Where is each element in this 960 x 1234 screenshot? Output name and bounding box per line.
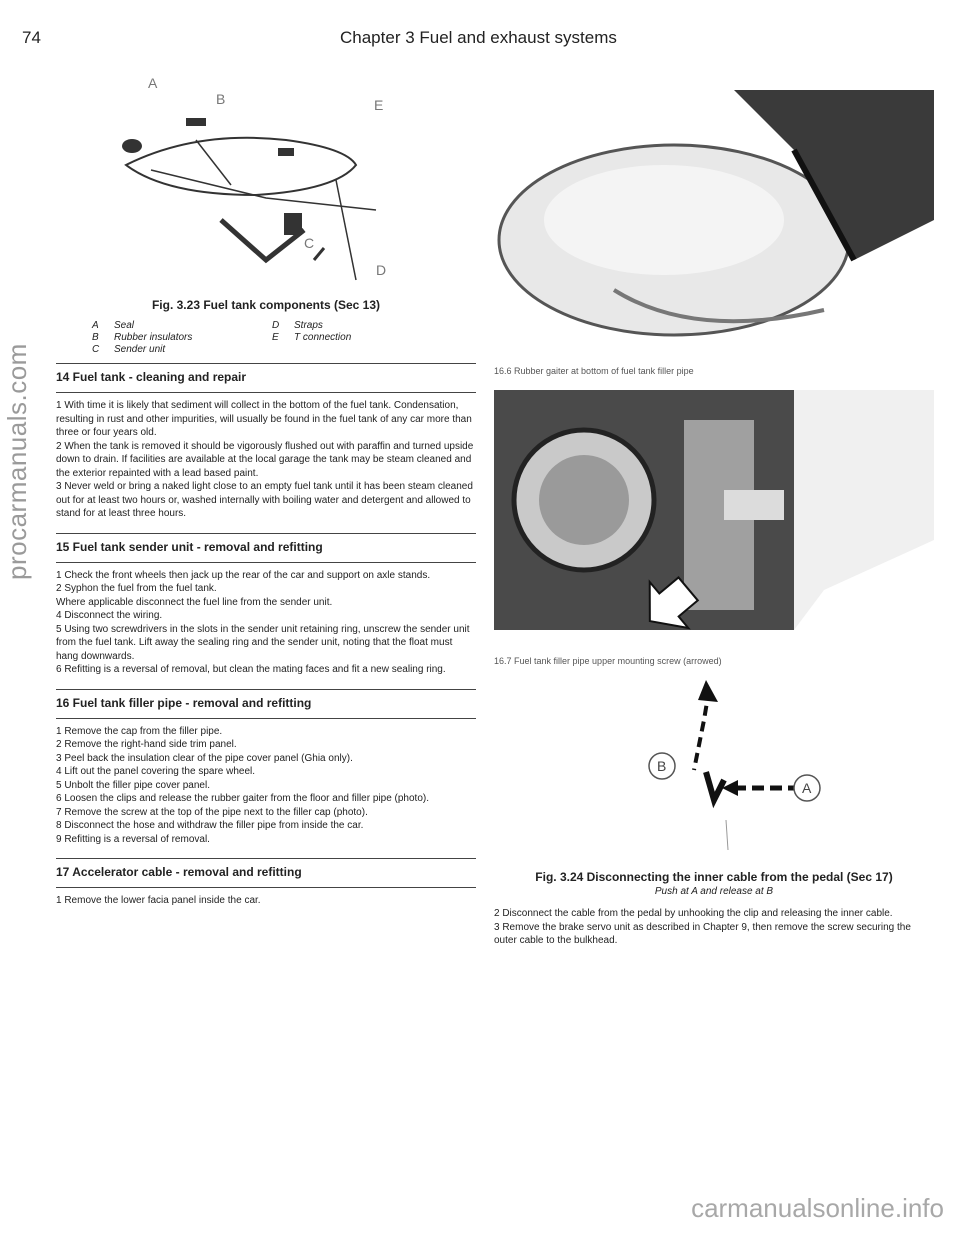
legend-label: Seal	[114, 320, 135, 331]
figure-subcaption: Push at A and release at B	[654, 886, 774, 897]
bottom-watermark: carmanualsonline.info	[691, 1193, 944, 1223]
paragraph: 7 Remove the screw at the top of the pipe next to the filler cap (photo).	[56, 806, 368, 818]
sender-unit-part	[284, 213, 302, 235]
divider	[56, 718, 476, 719]
divider	[56, 363, 476, 364]
divider	[56, 689, 476, 690]
section-heading: 15 Fuel tank sender unit - removal and refitting	[56, 539, 323, 554]
insulator-part	[278, 148, 294, 156]
legend-label: Straps	[294, 320, 323, 331]
right-column	[494, 70, 934, 948]
paragraph: 3 Never weld or bring a naked light close to an empty fuel tank until it has been steam cleaned out for at least two hours or, washed internally with boiling water and detergent and allowed to stand for at least three hours.	[56, 481, 473, 519]
paragraph: 2 Remove the right-hand side trim panel.	[56, 739, 237, 750]
cable-line	[726, 820, 728, 850]
fuel-tank-components-diagram	[56, 70, 476, 290]
callout-label: D	[376, 262, 387, 278]
legend-key: C	[92, 344, 100, 355]
figure-caption: Fig. 3.24 Disconnecting the inner cable from the pedal (Sec 17)	[535, 870, 893, 884]
chapter-title: Chapter 3 Fuel and exhaust systems	[340, 28, 617, 47]
legend-key: D	[272, 320, 280, 331]
strap-line	[196, 140, 231, 185]
paragraph: 4 Disconnect the wiring.	[56, 610, 163, 621]
callout-label: A	[802, 780, 812, 796]
figure-caption: Fig. 3.23 Fuel tank components (Sec 13)	[151, 298, 381, 312]
paragraph: 1 Remove the lower facia panel inside the car.	[56, 895, 261, 906]
divider	[56, 392, 476, 393]
paragraph: 6 Refitting is a reversal of removal, but clean the mating faces and fit a new sealing ring.	[56, 664, 446, 675]
clip-part	[314, 248, 324, 260]
divider	[56, 562, 476, 563]
section-heading: 14 Fuel tank - cleaning and repair	[56, 370, 247, 384]
legend-label: Rubber insulators	[114, 332, 193, 343]
legend-key: E	[272, 332, 279, 343]
cable-line	[694, 690, 709, 770]
paragraph: 8 Disconnect the hose and withdraw the filler pipe from inside the car.	[56, 820, 364, 831]
divider	[56, 858, 476, 859]
paragraph: 1 With time it is likely that sediment will collect in the bottom of the fuel tank. Condensation, resulting in rust and other impurities, will usually be found in the fuel tank of any car more than three or four years old.	[56, 400, 472, 438]
callout-label: E	[374, 97, 384, 113]
side-watermark: procarmanuals.com	[2, 343, 32, 580]
paragraph: 5 Unbolt the filler pipe cover panel.	[56, 779, 210, 791]
tank-strap-outline	[126, 138, 356, 195]
paragraph: 3 Remove the brake servo unit as described in Chapter 9, then remove the screw securing the outer cable to the bulkhead.	[494, 921, 911, 946]
paragraph: 1 Check the front wheels then jack up the rear of the car and support on axle stands.	[56, 569, 431, 581]
paragraph: 2 When the tank is removed it should be vigorously flushed out with paraffin and turned upside down to drain. If facilities are available at the local garage the tank may be steam cleaned and the exterior repainted with a lead based paint.	[56, 440, 474, 479]
legend-label: Sender unit	[114, 344, 166, 355]
callout-label: A	[148, 75, 158, 91]
section-16	[56, 696, 476, 847]
rubber-gaiter-photo	[494, 70, 934, 360]
seal-part	[122, 139, 142, 153]
paragraph: 1 Remove the cap from the filler pipe.	[56, 725, 223, 737]
paragraph: 9 Refitting is a reversal of removal.	[56, 833, 210, 845]
figure-legend	[92, 320, 476, 355]
paragraph: 4 Lift out the panel covering the spare wheel.	[56, 766, 256, 777]
insulator-part	[186, 118, 206, 126]
callout-label: C	[304, 235, 315, 251]
paragraph: 6 Loosen the clips and release the rubber gaiter from the floor and filler pipe (photo).	[56, 793, 429, 804]
divider	[56, 533, 476, 534]
paragraph: 2 Disconnect the cable from the pedal by unhooking the clip and releasing the inner cable.	[494, 908, 893, 919]
section-17	[56, 865, 476, 908]
legend-key: A	[92, 320, 99, 331]
paragraph: 3 Peel back the insulation clear of the pipe cover panel (Ghia only).	[56, 752, 353, 764]
left-column	[56, 70, 476, 920]
legend-label: T connection	[294, 332, 352, 343]
callout-label: B	[657, 758, 667, 774]
page-number: 74	[22, 28, 41, 47]
arrow-head-icon	[698, 680, 718, 702]
photo-caption: 16.7 Fuel tank filler pipe upper mounting screw (arrowed)	[494, 656, 722, 666]
callout-label: B	[216, 91, 226, 107]
pedal-clip	[706, 772, 724, 800]
section-14	[56, 370, 476, 521]
section-heading: 17 Accelerator cable - removal and refitting	[56, 865, 302, 879]
photo-caption: 16.6 Rubber gaiter at bottom of fuel tank filler pipe	[494, 366, 694, 376]
paragraph: 2 Syphon the fuel from the fuel tank.	[56, 583, 217, 594]
legend-key: B	[92, 332, 99, 343]
section-15	[56, 540, 476, 677]
paragraph: 5 Using two screwdrivers in the slots in the sender unit retaining ring, unscrew the sender unit from the fuel tank. Lift away the sealing ring and the sender unit, noting that the float must hang downwards.	[56, 623, 470, 662]
strap-line	[336, 180, 356, 280]
paragraph: Where applicable disconnect the fuel line from the sender unit.	[56, 596, 333, 608]
pedal-cable-diagram	[494, 680, 934, 860]
divider	[56, 887, 476, 888]
section-heading: 16 Fuel tank filler pipe - removal and refitting	[56, 695, 312, 710]
filler-pipe-screw-photo	[494, 390, 934, 650]
